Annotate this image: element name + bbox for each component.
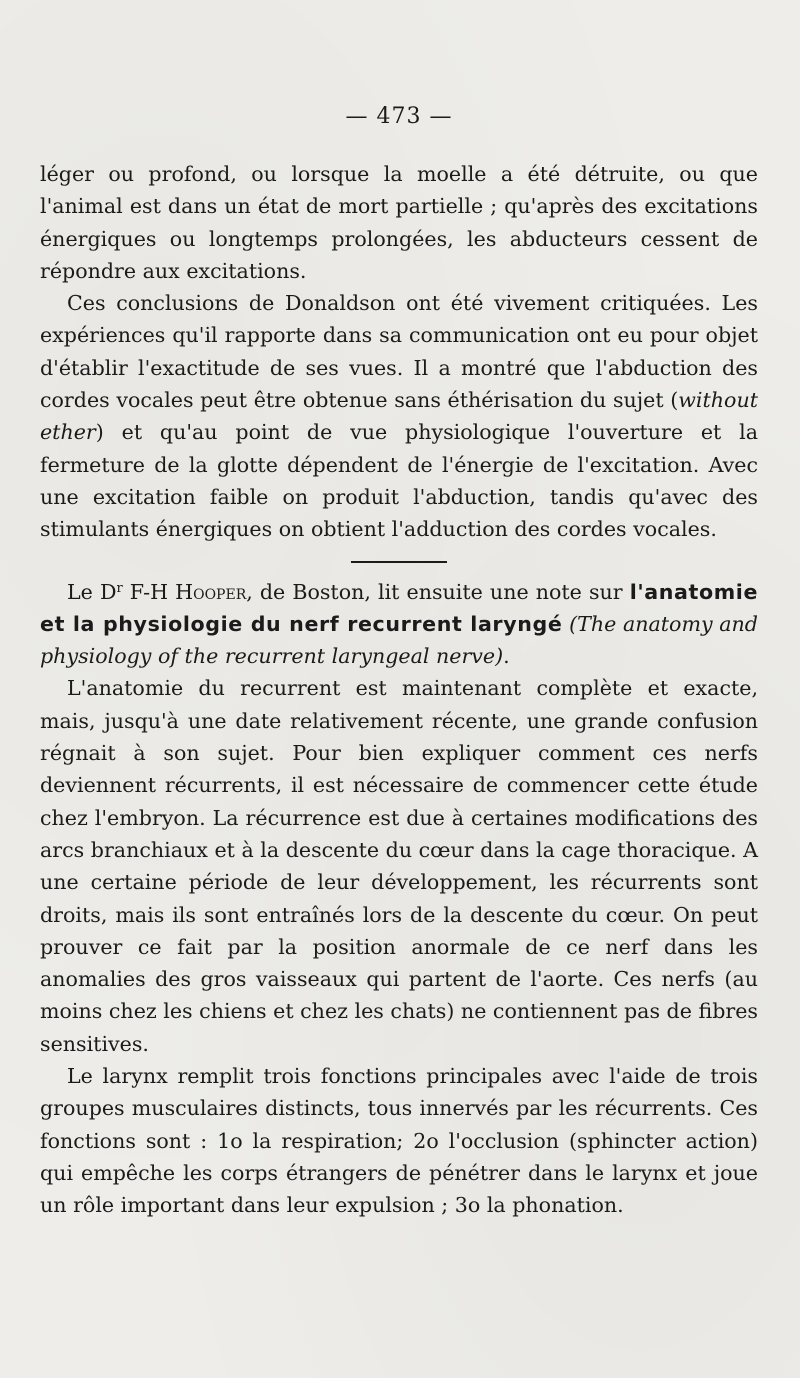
text-run: .: [503, 644, 510, 669]
page-number: — 473 —: [345, 104, 453, 129]
paragraph-anatomy: L'anatomie du recurrent est maintenant complète et exacte, mais, jusqu'à une date relativement récente, une grande confusion régnait à son sujet. Pour bien expliquer comment ces nerfs deviennent récurrents, il est nécessaire de commencer cette étude chez l'embryon. La récurrence est due à certaines modifications des arcs branchiaux et à la descente du cœur dans la cage thoracique. A une certaine période de leur développement, les récurrents sont droits, mais ils sont entraînés lors de la descente du cœur. On peut prouver ce fait par la position anormale de ce nerf dans les anomalies des gros vaisseaux qui partent de l'aorte. Ces nerfs (au moins chez les chiens et chez les chats) ne contiennent pas de fibres sensitives.: [40, 676, 758, 1056]
body-text: [40, 158, 758, 1222]
text-run: la respiration;: [242, 1128, 414, 1153]
paragraph-continuation: léger ou profond, ou lorsque la moelle a été détruite, ou que l'animal est dans un état de mort partielle ; qu'après des excitations énergiques ou longtemps prolongées, les abducteurs cessent de répondre aux excitations.: [40, 162, 758, 283]
author-name: F-H Hooper: [122, 579, 247, 604]
text-run: la phonation.: [480, 1193, 624, 1218]
paragraph-larynx-functions: [40, 1060, 758, 1221]
text-run: , de Boston, lit ensuite une note sur: [246, 579, 630, 604]
text-run: l'occlusion (sphincter action) qui empêche les corps étrangers de pénétrer dans le larynx et joue un rôle important dans leur expulsion ;: [40, 1128, 758, 1218]
italic-term: without ether: [40, 388, 758, 445]
ordinal-1: 1o: [217, 1128, 243, 1153]
superscript: r: [116, 580, 123, 596]
ordinal-2: 2o: [413, 1128, 439, 1153]
text-run: Ces conclusions de Donaldson ont été vivement critiquées. Les expériences qu'il rapporte dans sa communication ont eu pour objet d'établir l'exactitude de ses vues. Il a montré que l'abduction des cordes vocales peut être obtenue sans éthérisation du sujet (: [40, 291, 758, 413]
text-run: Le D: [67, 579, 117, 604]
section-divider: [351, 561, 447, 563]
ordinal-3: 3o: [454, 1193, 481, 1218]
text-run: ) et qu'au point de vue physiologique l'ouverture et la fermeture de la glotte dépendent de l'énergie de l'excitation. Avec une excitation faible on produit l'abduction, tandis qu'avec des stimulants énergiques on obtient l'adduction des cordes vocales.: [40, 420, 758, 542]
paragraph-donaldson-criticism: [40, 287, 758, 545]
text-run: Le larynx remplit trois fonctions principales avec l'aide de trois groupes musculaires distincts, tous innervés par les récurrents. Ces fonctions sont :: [40, 1064, 758, 1153]
article-title-bold: l'anatomie et la physiologie du nerf recurrent laryngé: [40, 579, 759, 636]
paragraph-hooper-note: [40, 576, 758, 673]
article-title-italic: (The anatomy and physiology of the recurrent laryngeal nerve): [40, 611, 758, 669]
